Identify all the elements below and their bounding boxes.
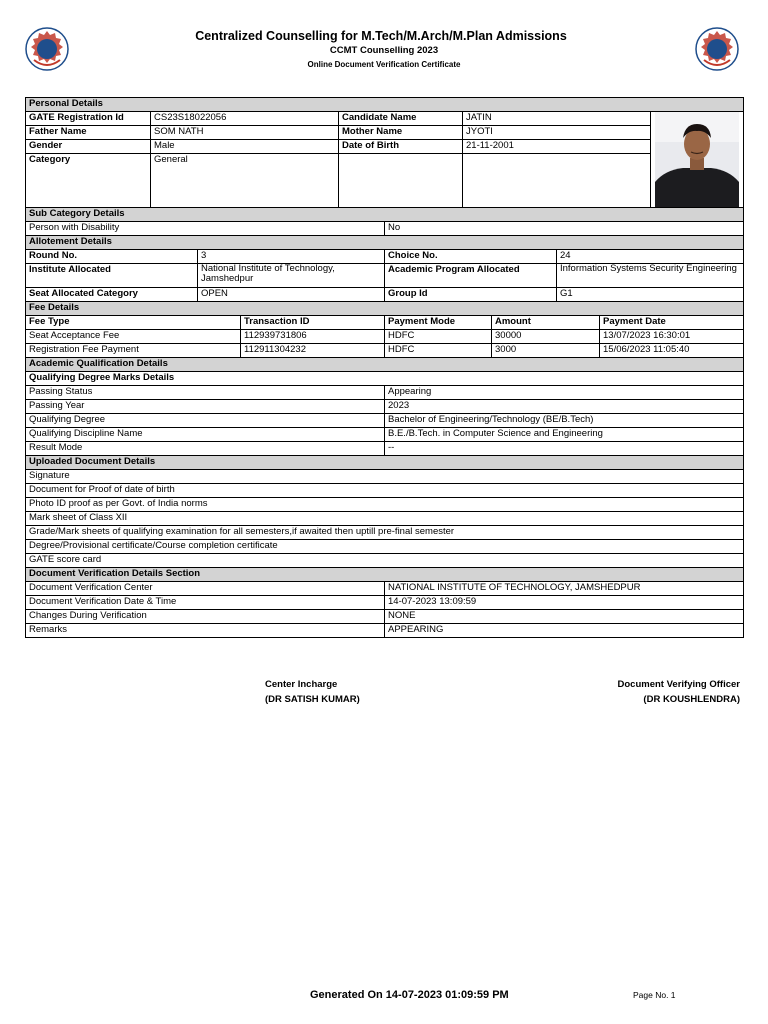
- fee-col-header: Fee Type: [26, 316, 241, 330]
- table-row: [26, 414, 744, 428]
- result-mode-label: Result Mode: [26, 442, 385, 456]
- verification-heading: Document Verification Details Section: [26, 568, 744, 582]
- verifying-officer-name: (DR KOUSHLENDRA): [643, 694, 740, 705]
- transaction-id: 112911304232: [241, 344, 385, 358]
- group-id-value: G1: [557, 288, 744, 302]
- table-row: [26, 624, 744, 638]
- amount: 30000: [492, 330, 600, 344]
- program-value: Information Systems Security Engineering: [557, 264, 744, 288]
- amount: 3000: [492, 344, 600, 358]
- payment-date: 15/06/2023 11:05:40: [600, 344, 744, 358]
- mother-name-label: Mother Name: [339, 126, 463, 140]
- payment-date: 13/07/2023 16:30:01: [600, 330, 744, 344]
- fee-heading: Fee Details: [26, 302, 744, 316]
- table-row: [26, 386, 744, 400]
- seat-category-value: OPEN: [198, 288, 385, 302]
- choice-value: 24: [557, 250, 744, 264]
- page-number: Page No. 1: [633, 990, 676, 1000]
- candidate-name-label: Candidate Name: [339, 112, 463, 126]
- passing-year-label: Passing Year: [26, 400, 385, 414]
- changes-label: Changes During Verification: [26, 610, 385, 624]
- verification-datetime-value: 14-07-2023 13:09:59: [385, 596, 744, 610]
- payment-mode: HDFC: [385, 330, 492, 344]
- remarks-label: Remarks: [26, 624, 385, 638]
- academic-table: [25, 357, 744, 456]
- program-label: Academic Program Allocated: [385, 264, 557, 288]
- uploaded-docs-table: [25, 455, 744, 568]
- table-row: [26, 428, 744, 442]
- category-label: Category: [26, 154, 151, 208]
- list-item: Signature: [26, 470, 744, 484]
- qualifying-marks-heading: Qualifying Degree Marks Details: [26, 372, 744, 386]
- table-row: [26, 596, 744, 610]
- fee-type: Seat Acceptance Fee: [26, 330, 241, 344]
- personal-details-heading: Personal Details: [26, 98, 744, 112]
- gate-id-value: CS23S18022056: [151, 112, 339, 126]
- transaction-id: 112939731806: [241, 330, 385, 344]
- fee-col-header: Amount: [492, 316, 600, 330]
- table-row: [26, 442, 744, 456]
- gender-value: Male: [151, 140, 339, 154]
- allotment-heading: Allotement Details: [26, 236, 744, 250]
- table-row: [26, 400, 744, 414]
- table-row: [26, 610, 744, 624]
- center-incharge-signature: [265, 677, 360, 707]
- qualifying-degree-value: Bachelor of Engineering/Technology (BE/B.Tech): [385, 414, 744, 428]
- page-subtitle: CCMT Counselling 2023: [329, 45, 439, 56]
- personal-details-table: [25, 97, 744, 208]
- verification-center-value: NATIONAL INSTITUTE OF TECHNOLOGY, JAMSHEDPUR: [385, 582, 744, 596]
- center-incharge-title: Center Incharge: [265, 679, 338, 690]
- list-item: Photo ID proof as per Govt. of India norms: [26, 498, 744, 512]
- changes-value: NONE: [385, 610, 744, 624]
- candidate-name-value: JATIN: [463, 112, 651, 126]
- uploaded-docs-heading: Uploaded Document Details: [26, 456, 744, 470]
- institute-value: National Institute of Technology, Jamshedpur: [198, 264, 385, 288]
- page-title: Centralized Counselling for M.Tech/M.Arch/M.Plan Admissions: [195, 29, 567, 43]
- list-item: GATE score card: [26, 554, 744, 568]
- category-value: General: [151, 154, 339, 208]
- seat-category-label: Seat Allocated Category: [26, 288, 198, 302]
- passing-year-value: 2023: [385, 400, 744, 414]
- passing-status-value: Appearing: [385, 386, 744, 400]
- gate-id-label: GATE Registration Id: [26, 112, 151, 126]
- subcategory-table: [25, 207, 744, 236]
- discipline-value: B.E./B.Tech. in Computer Science and Engineering: [385, 428, 744, 442]
- table-row: [26, 344, 744, 358]
- fee-type: Registration Fee Payment: [26, 344, 241, 358]
- mother-name-value: JYOTI: [463, 126, 651, 140]
- dob-label: Date of Birth: [339, 140, 463, 154]
- list-item: Degree/Provisional certificate/Course completion certificate: [26, 540, 744, 554]
- fee-col-header: Transaction ID: [241, 316, 385, 330]
- round-value: 3: [198, 250, 385, 264]
- academic-heading: Academic Qualification Details: [26, 358, 744, 372]
- center-incharge-name: (DR SATISH KUMAR): [265, 694, 360, 705]
- fee-col-header: Payment Mode: [385, 316, 492, 330]
- discipline-label: Qualifying Discipline Name: [26, 428, 385, 442]
- table-row: [26, 582, 744, 596]
- list-item: Document for Proof of date of birth: [26, 484, 744, 498]
- dob-value: 21-11-2001: [463, 140, 651, 154]
- verifying-officer-title: Document Verifying Officer: [617, 679, 740, 690]
- table-row: [26, 330, 744, 344]
- institute-label: Institute Allocated: [26, 264, 198, 288]
- qualifying-degree-label: Qualifying Degree: [26, 414, 385, 428]
- list-item: Grade/Mark sheets of qualifying examination for all semesters,if awaited then uptill pre-final semester: [26, 526, 744, 540]
- candidate-photo: [655, 112, 739, 207]
- pwd-label: Person with Disability: [26, 222, 385, 236]
- verifying-officer-signature: [618, 677, 740, 707]
- gender-label: Gender: [26, 140, 151, 154]
- payment-mode: HDFC: [385, 344, 492, 358]
- fee-table: [25, 301, 744, 358]
- fee-col-header: Payment Date: [600, 316, 744, 330]
- verification-center-label: Document Verification Center: [26, 582, 385, 596]
- pwd-value: No: [385, 222, 744, 236]
- group-id-label: Group Id: [385, 288, 557, 302]
- document-type: Online Document Verification Certificate: [307, 60, 461, 69]
- father-name-label: Father Name: [26, 126, 151, 140]
- certificate-sheet: [25, 97, 743, 638]
- allotment-table: [25, 235, 744, 302]
- verification-table: [25, 567, 744, 638]
- result-mode-value: --: [385, 442, 744, 456]
- passing-status-label: Passing Status: [26, 386, 385, 400]
- photo-cell: [651, 112, 744, 208]
- generated-on: Generated On 14-07-2023 01:09:59 PM: [310, 989, 509, 1001]
- father-name-value: SOM NATH: [151, 126, 339, 140]
- choice-label: Choice No.: [385, 250, 557, 264]
- verification-datetime-label: Document Verification Date & Time: [26, 596, 385, 610]
- remarks-value: APPEARING: [385, 624, 744, 638]
- round-label: Round No.: [26, 250, 198, 264]
- list-item: Mark sheet of Class XII: [26, 512, 744, 526]
- subcategory-heading: Sub Category Details: [26, 208, 744, 222]
